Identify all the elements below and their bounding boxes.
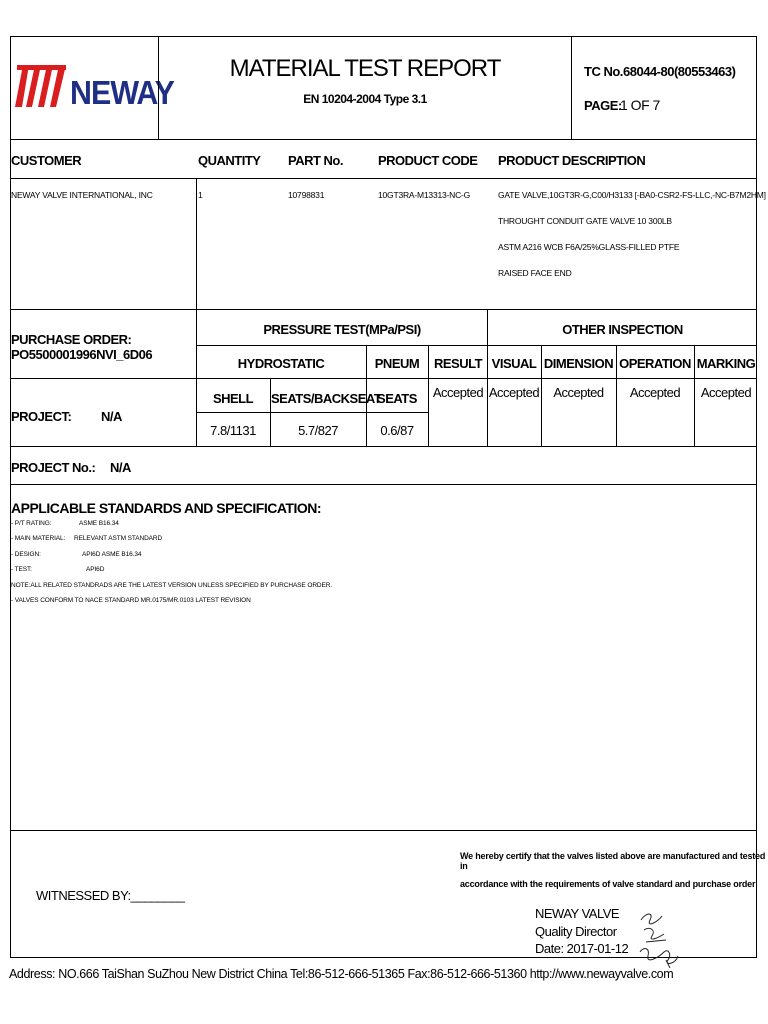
report-frame: [10, 36, 757, 958]
standards-note: NOTE:ALL RELATED STANDRADS ARE THE LATEST VERSION UNLESS SPECIFIED BY PURCHASE ORDER.: [11, 582, 333, 589]
purchase-order-value: PO5500001996NVI_6D06: [11, 347, 153, 362]
hydrostatic-header: HYDROSTATIC: [237, 356, 325, 371]
operation-header: OPERATION: [619, 356, 691, 371]
description-line: GATE VALVE,10GT3R-G,C00/H3133 [-BA0-CSR2-FS-LLC,-NC-B7M2HM]: [498, 190, 766, 200]
customer-header: CUSTOMER: [11, 153, 82, 168]
quantity-header: QUANTITY: [198, 153, 261, 168]
seats-header: SEATS: [377, 391, 417, 406]
witnessed-by: WITNESSED BY:________: [36, 888, 185, 903]
standard-value: API6D: [86, 566, 105, 573]
product-description-header: PRODUCT DESCRIPTION: [498, 153, 646, 168]
divider: [10, 178, 757, 179]
certify-line: accordance with the requirements of valve standard and purchase order: [460, 879, 756, 889]
logo-text: NEWAY: [70, 74, 174, 111]
standard-label: - TEST:: [11, 566, 32, 573]
visual-header: VISUAL: [491, 356, 537, 371]
certify-line: We hereby certify that the valves listed above are manufactured and tested in: [460, 851, 766, 871]
standard-value: API6D ASME B16.34: [82, 551, 142, 558]
divider: [10, 378, 757, 379]
pressure-test-header: PRESSURE TEST(MPa/PSI): [263, 322, 421, 337]
page-subtitle: EN 10204-2004 Type 3.1: [303, 92, 427, 106]
marking-header: MARKING: [696, 356, 756, 371]
operation-value: Accepted: [629, 385, 681, 400]
neway-logo-icon: [13, 59, 68, 109]
quantity-value: 1: [198, 190, 203, 200]
result-header: RESULT: [433, 356, 483, 371]
company-address: Address: NO.666 TaiShan SuZhou New District China Tel:86-512-666-51365 Fax:86-512-666-51360 http://www.newayvalve.com: [9, 967, 674, 981]
project-no-value: N/A: [110, 460, 131, 475]
product-code-header: PRODUCT CODE: [378, 153, 478, 168]
standard-label: - P/T RATING:: [11, 520, 52, 527]
divider: [158, 36, 159, 140]
page-title: MATERIAL TEST REPORT: [229, 55, 501, 82]
other-inspection-header: OTHER INSPECTION: [562, 322, 683, 337]
tc-label: TC No.: [584, 64, 623, 79]
divider: [10, 309, 757, 310]
product-code-value: 10GT3RA-M13313-NC-G: [378, 190, 471, 200]
description-line: THROUGHT CONDUIT GATE VALVE 10 300LB: [498, 216, 672, 226]
part-no-header: PART No.: [288, 153, 343, 168]
company-name: NEWAY VALVE: [535, 906, 620, 921]
purchase-order-label: PURCHASE ORDER:: [11, 332, 132, 347]
customer-value: NEWAY VALVE INTERNATIONAL, INC: [11, 190, 153, 200]
divider: [571, 36, 572, 140]
project-value: N/A: [101, 409, 122, 424]
description-line: RAISED FACE END: [498, 268, 572, 278]
seats-value: 0.6/87: [380, 423, 414, 438]
divider: [10, 830, 757, 831]
marking-value: Accepted: [700, 385, 752, 400]
divider: [10, 139, 757, 140]
shell-value: 7.8/1131: [210, 423, 256, 438]
standard-label: - MAIN MATERIAL:: [11, 535, 66, 542]
divider: [10, 446, 757, 447]
page-label: PAGE:: [584, 98, 622, 113]
description-line: ASTM A216 WCB F6A/25%GLASS-FILLED PTFE: [498, 242, 680, 252]
standard-label: - DESIGN:: [11, 551, 41, 558]
dimension-header: DIMENSION: [543, 356, 614, 371]
seats-backseat-header: SEATS/BACKSEAT: [271, 391, 382, 406]
signer-role: Quality Director: [535, 924, 617, 939]
project-label: PROJECT:: [11, 409, 72, 424]
result-value: Accepted: [432, 385, 484, 400]
certificate-date: Date: 2017-01-12: [535, 941, 629, 956]
standards-title: APPLICABLE STANDARDS AND SPECIFICATION:: [11, 500, 322, 516]
dimension-value: Accepted: [553, 385, 604, 400]
pneum-header: PNEUM: [374, 356, 420, 371]
shell-header: SHELL: [212, 391, 254, 406]
project-no-label: PROJECT No.:: [11, 460, 96, 475]
tc-value: 68044-80(80553463): [623, 64, 736, 79]
standard-value: ASME B16.34: [79, 520, 119, 527]
page-value: 1 OF 7: [620, 97, 660, 113]
part-no-value: 10798831: [288, 190, 325, 200]
visual-value: Accepted: [488, 385, 540, 400]
standard-value: RELEVANT ASTM STANDARD: [74, 535, 163, 542]
nace-note: - VALVES CONFORM TO NACE STANDARD MR.0175/MR.0103 LATEST REVISION: [11, 597, 251, 604]
signature-icon: [636, 908, 682, 970]
divider: [196, 345, 757, 346]
seats-backseat-value: 5.7/827: [298, 423, 338, 438]
divider: [196, 412, 428, 413]
divider: [10, 484, 757, 485]
divider: [196, 178, 197, 310]
